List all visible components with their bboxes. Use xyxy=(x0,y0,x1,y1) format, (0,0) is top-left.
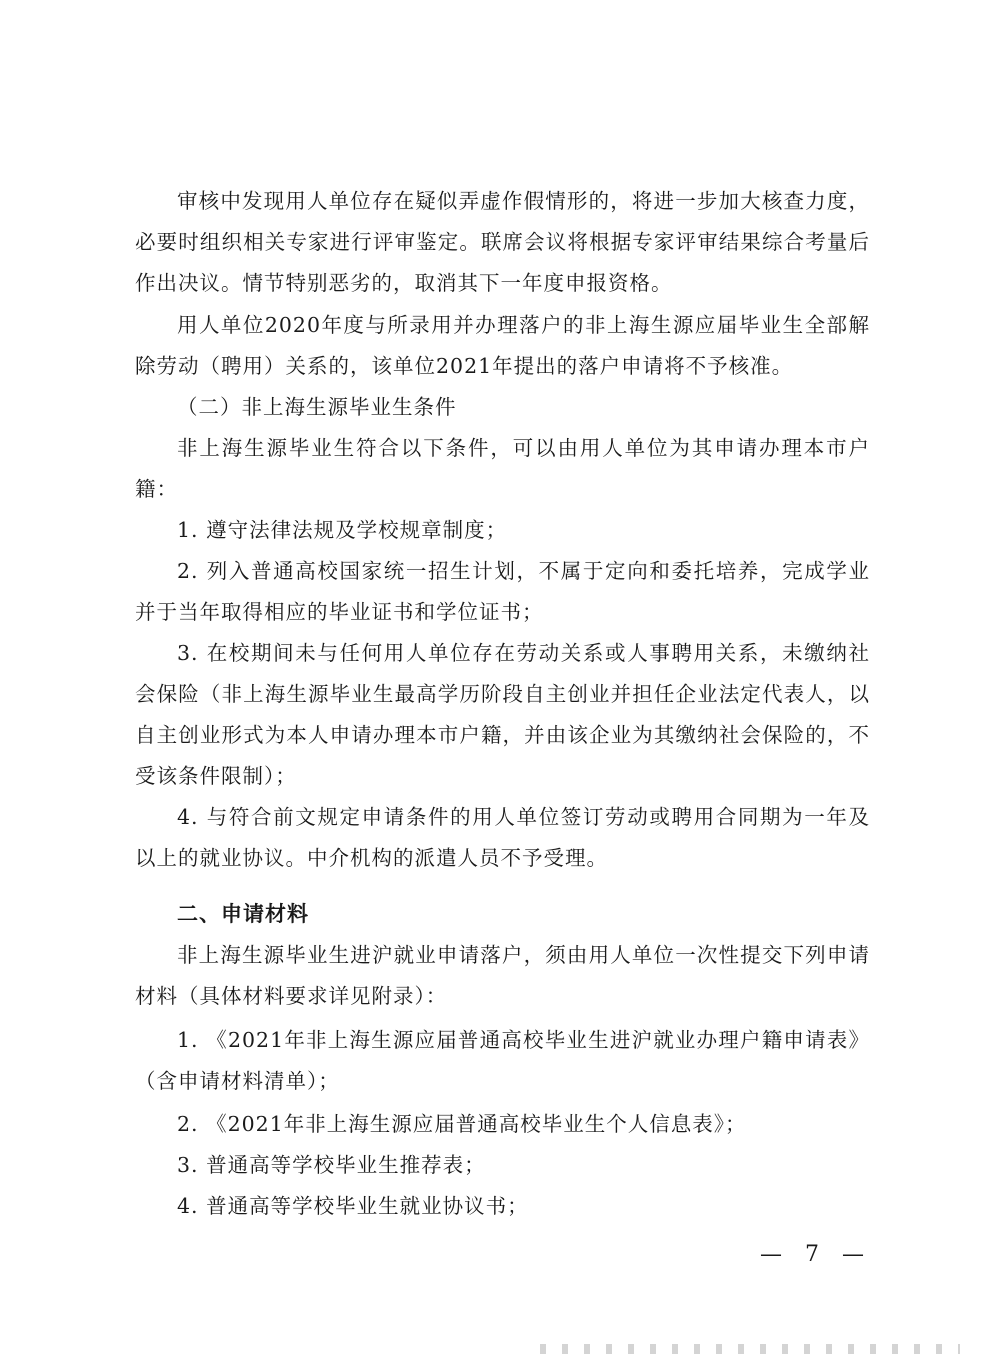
condition-2: 2. 列入普通高校国家统一招生计划，不属于定向和委托培养，完成学业并于当年取得相应的毕业证书和学位证书； xyxy=(135,559,870,624)
paragraph-conditions-intro: 非上海生源毕业生符合以下条件，可以由用人单位为其申请办理本市户籍： xyxy=(135,436,870,501)
material-2: 2. 《2021年非上海生源应届普通高校毕业生个人信息表》； xyxy=(177,1112,747,1136)
paragraph-audit: 审核中发现用人单位存在疑似弄虚作假情形的，将进一步加大核查力度，必要时组织相关专家进行评审鉴定。联席会议将根据专家评审结果综合考量后作出决议。情节特别恶劣的，取消其下一年度申报资格。 xyxy=(135,189,870,295)
condition-3: 3. 在校期间未与任何用人单位存在劳动关系或人事聘用关系，未缴纳社会保险（非上海生源毕业生最高学历阶段自主创业并担任企业法定代表人，以自主创业形式为本人申请办理本市户籍，并由该企业为其缴纳社会保险的，不受该条件限制）； xyxy=(135,641,870,788)
subheading-conditions: （二）非上海生源毕业生条件 xyxy=(177,395,457,419)
page-number: — 7 — xyxy=(760,1242,872,1267)
material-4: 4. 普通高等学校毕业生就业协议书； xyxy=(177,1194,529,1218)
paragraph-termination: 用人单位2020年度与所录用并办理落户的非上海生源应届毕业生全部解除劳动（聘用）关系的，该单位2021年提出的落户申请将不予核准。 xyxy=(135,313,870,378)
material-3: 3. 普通高等学校毕业生推荐表； xyxy=(177,1153,486,1177)
section-heading-materials: 二、申请材料 xyxy=(177,902,309,926)
material-1: 1. 《2021年非上海生源应届普通高校毕业生进沪就业办理户籍申请表》（含申请材料清单）； xyxy=(135,1028,870,1093)
condition-4: 4. 与符合前文规定申请条件的用人单位签订劳动或聘用合同期为一年及以上的就业协议。中介机构的派遣人员不予受理。 xyxy=(135,805,870,870)
paragraph-materials-intro: 非上海生源毕业生进沪就业申请落户，须由用人单位一次性提交下列申请材料（具体材料要求详见附录）： xyxy=(135,943,870,1008)
condition-1: 1. 遵守法律法规及学校规章制度； xyxy=(177,518,508,542)
scan-artifact xyxy=(540,1344,960,1354)
